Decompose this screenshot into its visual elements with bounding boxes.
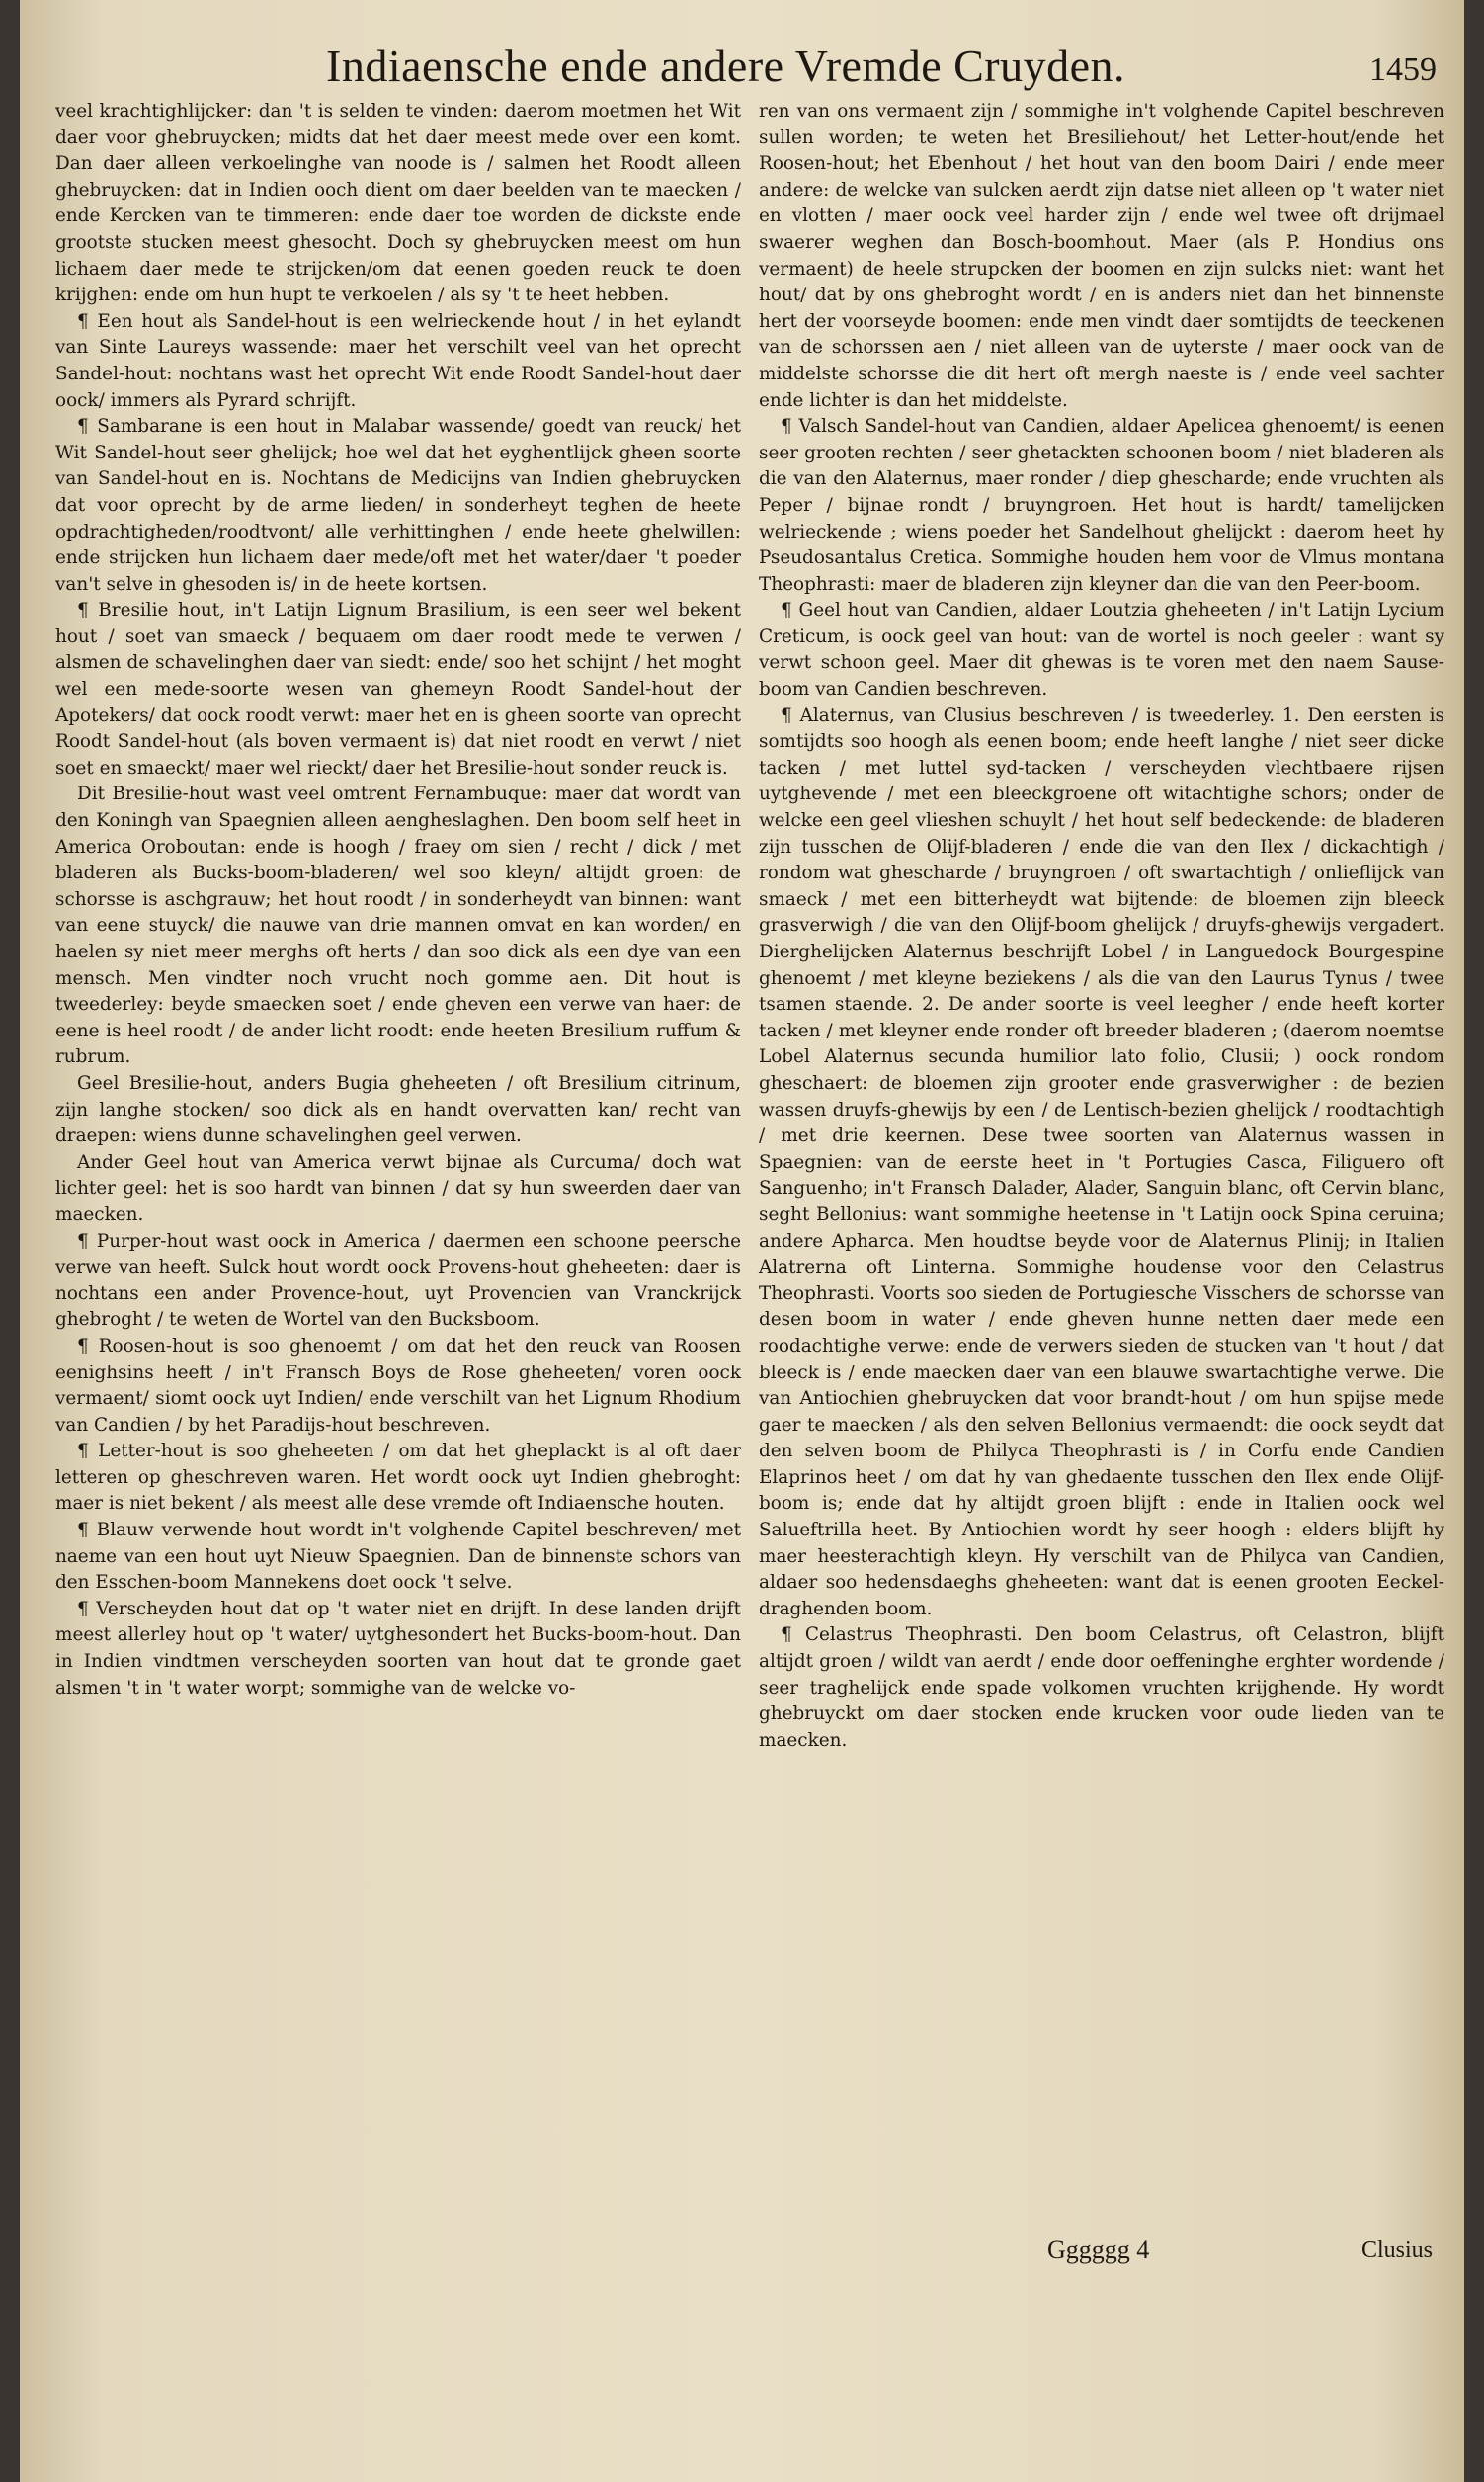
paragraph: ¶ Blauw verwende hout wordt in't volghende Capitel beschreven/ met naeme van een hout uyt Nieuw Spaegnien. Dan de binnenste schors van den Esschen-boom Mannekens doet oock 't selve. xyxy=(55,1520,741,1594)
paragraph: ¶ Purper-hout wast oock in America / daermen een schoone peersche verwe van heeft. Sulck hout wordt oock Provens-hout gheheeten: daer is nochtans een ander Provence-hout, uyt Provencien van Vranckrijck ghebroght / te weten de Wortel van den Bucksboom. xyxy=(55,1230,741,1331)
paragraph: ¶ Letter-hout is soo gheheeten / om dat het gheplackt is al oft daer letteren op gheschreven waren. Het wordt oock uyt Indien ghebroght: maer is niet bekent / als meest alle dese vremde oft Indiaensche houten. xyxy=(55,1441,741,1515)
paragraph: Dit Bresilie-hout wast veel omtrent Fernambuque: maer dat wordt van den Koningh van Spaegnien alleen aengheslaghen. Den boom self heet in America Oroboutan: ende is hoogh / fraey om sien / recht / dick / met bladeren als Bucks-boom-bladeren/ wel soo kleyn/ altijdt groen: de schorsse is aschgrauw; het hout roodt / in sonderheydt van binnen: want van eene stuyck/ die nauwe van drie mannen omvat en kan worden/ en haelen sy niet meer merghs oft herts / dan soo dick als een dye van een mensch. Men vindter noch vrucht noch gomme aen. Dit hout is tweederley: beyde smaecken soet / ende gheven een verwe van haer: de eene is heel roodt / de ander licht roodt: ende heeten Bresilium ruffum & rubrum. xyxy=(55,784,741,1068)
running-head: Indiaensche ende andere Vremde Cruyden. xyxy=(326,41,1126,91)
paragraph: ¶ Bresilie hout, in't Latijn Lignum Brasilium, is een seer wel bekent hout / soet van smaeck / bequaem om daer roodt mede te verwen / alsmen de schavelinghen daer van siedt: ende/ soo het schijnt / het moght wel een mede-soorte wesen van ghemeyn Roodt Sandel-hout der Apotekers/ dat oock roodt verwt: maer het en is gheen soorte van oprecht Roodt Sandel-hout (als boven vermaent is) dat niet roodt en verwt / niet soet en smaeckt/ maer wel rieckt/ daer het Bresilie-hout sonder reuck is. xyxy=(55,600,741,779)
book-page xyxy=(20,0,1464,2482)
paragraph: ¶ Geel hout van Candien, aldaer Loutzia gheheeten / in't Latijn Lycium Creticum, is oock geel van hout: van de wortel is noch geeler : want sy verwt schoon geel. Maer dit ghewas is te voren met den naem Sause-boom van Candien beschreven. xyxy=(759,600,1444,701)
paragraph: Ander Geel hout van America verwt bijnae als Curcuma/ doch wat lichter geel: het is soo hardt van binnen / dat sy hun sweerden daer van maecken. xyxy=(55,1151,741,1225)
paragraph: ¶ Sambarane is een hout in Malabar wassende/ goedt van reuck/ het Wit Sandel-hout seer ghelijck; hoe wel dat het eyghentlijck gheen soorte van Sandel-hout en is. Nochtans de Medicijns van Indien ghebruycken dat voor oprecht by de arme lieden/ in sonderheyt teghen de heete opdrachtigheden/roodtvont/ alle verhittinghen / ende heete ghelwillen: ende strijcken hun lichaem daer mede/oft met het water/daer 't poeder van't selve in ghesoden is/ in de heete kortsen. xyxy=(55,416,741,595)
paragraph: ren van ons vermaent zijn / sommighe in't volghende Capitel beschreven sullen worden; te weten het Bresiliehout/ het Letter-hout/ende het Roosen-hout; het Ebenhout / het hout van den boom Dairi / ende meer andere: de welcke van sulcken aerdt zijn datse niet alleen op 't water niet en vlotten / maer oock veel harder zijn / ende wel twee oft drijmael swaerer weghen dan Bosch-boomhout. Maer (als P. Hondius ons vermaent) de heele strupcken der boomen en zijn sulcks niet: want het hout/ dat by ons ghebroght wordt / en is anders niet dan het binnenste hert der voorseyde boomen: ende men vindt daer somtijdts de teeckenen van de schorssen aen / niet alleen van de uyterste / maer oock van de middelste schorsse die dit hert oft mergh naeste is / ende veel sachter ende lichter is dan het middelste. xyxy=(759,101,1444,411)
page-number: 1459 xyxy=(1369,51,1437,88)
signature-mark: Gggggg 4 xyxy=(1047,2235,1150,2264)
left-column xyxy=(55,99,741,1701)
catchword: Clusius xyxy=(1360,2237,1433,2263)
paragraph: ¶ Valsch Sandel-hout van Candien, aldaer Apelicea ghenoemt/ is eenen seer grooten rechten / seer ghetackten schoonen boom / niet bladeren als die van den Alaternus, maer ronder / diep ghescharde; ende vruchten als Peper / bijnae rondt / bruyngroen. Het hout is hardt/ tamelijcken welrieckende ; wiens poeder het Sandelhout ghelijckt : daerom heet hy Pseudosantalus Cretica. Sommighe houden hem voor de Vlmus montana Theophrasti: maer de bladeren zijn kleyner dan die van den Peer-boom. xyxy=(759,416,1444,595)
paragraph: ¶ Verscheyden hout dat op 't water niet en drijft. In dese landen drijft meest allerley hout op 't water/ uytghesondert het Bucks-boom-hout. Dan in Indien vindtmen verscheyden soorten van hout dat te gronde gaet alsmen 't in 't water worpt; sommighe van de welcke vo- xyxy=(55,1598,741,1698)
paragraph: Geel Bresilie-hout, anders Bugia gheheeten / oft Bresilium citrinum, zijn langhe stocken/ soo dick als en handt overvatten kan/ recht van draepen: wiens dunne schavelinghen geel verwen. xyxy=(55,1072,741,1147)
paragraph: ¶ Alaternus, van Clusius beschreven / is tweederley. 1. Den eersten is somtijdts soo hoogh als eenen boom; ende heeft langhe / niet seer dicke tacken / met luttel syd-tacken / verscheyden vlechtbaere rijsen uytghevende / met een bleeckgroene oft witachtighe schors; onder de welcke een geel vlieshen schuylt / het hout self bedeckende: de bladeren zijn tusschen de Olijf-bladeren / ende die van den Ilex / dickachtigh / rondom wat ghescharde / bruyngroen / oft swartachtigh / onlieflijck van smaeck / met een bitterheydt wat bijtende: de bloemen zijn bleeck grasverwigh / die van den Olijf-boom ghelijck / druyfs-ghewijs vergadert. Dierghelijcken Alaternus beschrijft Lobel / in Languedock Bourgespine ghenoemt / met kleyne beziekens / als die van den Laurus Tynus / twee tsamen staende. 2. De ander soorte is veel leegher / ende heeft korter tacken / met kleyner ende ronder oft breeder bladeren ; (daerom noemtse Lobel Alaternus secunda humilior lato folio, Clusii; ) oock rondom gheschaert: de bloemen zijn grooter ende grasverwigher : de bezien wassen druyfs-ghewijs by een / de Lentisch-bezien ghelijck / roodtachtigh / met drie keernen. Dese twee soorten van Alaternus wassen in Spaegnien: van de eerste heet in 't Portugies Casca, Filiguero oft Sanguenho; in't Fransch Dalader, Alader, Sanguin blanc, oft Cervin blanc, seght Bellonius: want sommighe heetense in 't Latijn oock Spina ceruina; andere Apharca. Men houdtse beyde voor de Alaternus Plinij; in Italien Alatrerna oft Linterna. Sommighe houdense voor den Celastrus Theophrasti. Voorts soo sieden de Portugiesche Visschers de schorsse van desen boom in water / ende gheven hunne netten daer mede een roodachtighe verwe: ende de verwers sieden de stucken van 't hout / dat bleeck is / ende maecken daer van een blauwe swartachtighe verwe. Die van Antiochien ghebruycken dat voor brandt-hout / om hun spijse mede gaer te maecken / als den selven Bellonius vermaendt: die oock seydt dat den selven boom de Philyca Theophrasti is / in Corfu ende Candien Elaprinos heet / om dat hy van ghedaente tusschen den Ilex ende Olijf-boom is; ende dat hy altijdt groen blijft : ende in Italien oock wel Salueftrilla heet. By Antiochien wordt hy seer hoogh : elders blijft hy maer heesterachtigh kleyn. Hy verschilt van de Philyca van Candien, aldaer soo hedensdaeghs gheheeten: want dat is eenen grooten Eeckel-draghenden boom. xyxy=(759,704,1444,1619)
paragraph: veel krachtighlijcker: dan 't is selden te vinden: daerom moetmen het Wit daer voor ghebruycken; midts dat het daer meest mede over een komt. Dan daer alleen verkoelinghe van noode is / salmen het Roodt alleen ghebruycken: dat in Indien ooch dient om daer beelden van te maecken / ende Kercken van te timmeren: ende daer toe worden de dickste ende grootste stucken meest ghesocht. Doch sy ghebruycken meest om hun lichaem daer mede te strijcken/om dat eenen goeden reuck te doen krijghen: ende om hun hupt te verkoelen / als sy 't te heet hebben. xyxy=(55,101,741,306)
right-column xyxy=(759,99,1444,1754)
paragraph: ¶ Roosen-hout is soo ghenoemt / om dat het den reuck van Roosen eenighsins heeft / in't Fransch Boys de Rose gheheeten/ voren oock vermaent/ siomt oock uyt Indien/ ende verschilt van het Lignum Rhodium van Candien / by het Paradijs-hout beschreven. xyxy=(55,1335,741,1436)
paragraph: ¶ Een hout als Sandel-hout is een welrieckende hout / in het eylandt van Sinte Laureys wassende: maer het verschilt veel van het oprecht Sandel-hout: nochtans wast het oprecht Wit ende Roodt Sandel-hout daer oock/ immers als Pyrard schrijft. xyxy=(55,310,741,411)
paragraph: ¶ Celastrus Theophrasti. Den boom Celastrus, oft Celastron, blijft altijdt groen / wildt van aerdt / ende door oeffeninghe erghter wordende / seer traghelijck ende spade volkomen vruchten krijghende. Hy wordt ghebruyckt om daer stocken ende krucken voor oude lieden van te maecken. xyxy=(759,1624,1444,1751)
